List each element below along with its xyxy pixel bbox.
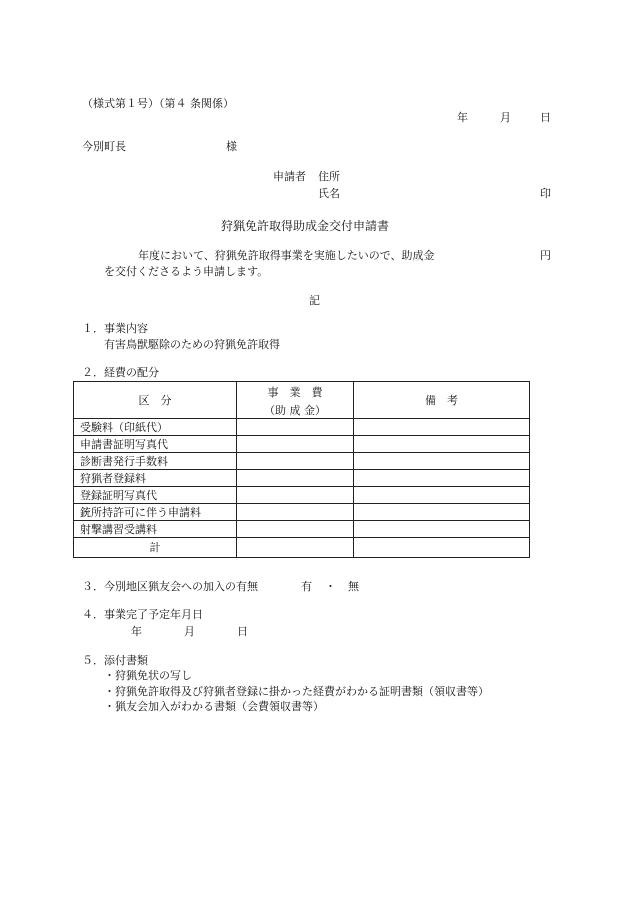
section-1-content: 有害鳥獣駆除のための狩猟免許取得 bbox=[104, 338, 280, 351]
page-title: 狩猟免許取得助成金交付申請書 bbox=[221, 219, 390, 233]
form-number: （様式第１号）（第４ 条関係） bbox=[82, 97, 234, 110]
row-cost-cell[interactable] bbox=[237, 436, 354, 453]
row-category: 狩猟者登録料 bbox=[74, 470, 237, 487]
header-category: 区 分 bbox=[74, 382, 237, 419]
completion-year-label: 年 bbox=[131, 625, 142, 638]
total-cost-cell[interactable] bbox=[237, 538, 354, 558]
row-cost-cell[interactable] bbox=[237, 419, 354, 436]
header-remarks: 備 考 bbox=[354, 382, 530, 419]
row-cost-cell[interactable] bbox=[237, 470, 354, 487]
table-row bbox=[74, 504, 530, 521]
row-remarks-cell[interactable] bbox=[354, 504, 530, 521]
header-cost-line-2: （助 成 金） bbox=[264, 404, 326, 417]
table-total-row bbox=[74, 538, 530, 558]
body-line-1: 年度において、狩猟免許取得事業を実施したいので、助成金 bbox=[138, 249, 435, 262]
section-4-heading: ４．事業完了予定年月日 bbox=[82, 608, 203, 621]
applicant-label: 申請者 bbox=[273, 170, 306, 183]
expense-table bbox=[73, 381, 530, 558]
address-label: 住所 bbox=[318, 170, 340, 183]
option-yes[interactable]: 有 bbox=[301, 580, 312, 593]
total-remarks-cell[interactable] bbox=[354, 538, 530, 558]
option-no[interactable]: 無 bbox=[348, 580, 359, 593]
table-row bbox=[74, 453, 530, 470]
header-cost bbox=[237, 382, 354, 419]
table-row bbox=[74, 521, 530, 538]
row-remarks-cell[interactable] bbox=[354, 453, 530, 470]
row-remarks-cell[interactable] bbox=[354, 419, 530, 436]
seal-mark: 印 bbox=[540, 187, 551, 200]
ki-marker: 記 bbox=[309, 294, 320, 307]
date-day-label: 日 bbox=[540, 111, 551, 124]
table-row bbox=[74, 470, 530, 487]
date-year-label: 年 bbox=[457, 111, 468, 124]
table-row bbox=[74, 436, 530, 453]
row-category: 受験料（印紙代） bbox=[74, 419, 237, 436]
row-cost-cell[interactable] bbox=[237, 453, 354, 470]
row-remarks-cell[interactable] bbox=[354, 521, 530, 538]
name-label: 氏名 bbox=[318, 187, 340, 200]
total-label: 計 bbox=[74, 538, 237, 558]
option-separator: ・ bbox=[325, 580, 336, 593]
attachment-item: ・狩猟免状の写し bbox=[104, 669, 192, 682]
row-remarks-cell[interactable] bbox=[354, 436, 530, 453]
completion-month-label: 月 bbox=[184, 625, 195, 638]
attachment-item: ・猟友会加入がわかる書類（会費領収書等） bbox=[104, 700, 324, 713]
date-month-label: 月 bbox=[500, 111, 511, 124]
completion-day-label: 日 bbox=[237, 625, 248, 638]
table-row bbox=[74, 487, 530, 504]
row-category: 射撃講習受講料 bbox=[74, 521, 237, 538]
header-cost-line-1: 事 業 費 bbox=[267, 386, 323, 399]
body-line-2: を交付くださるよう申請します。 bbox=[104, 265, 269, 278]
section-5-heading: ５．添付書類 bbox=[82, 654, 148, 667]
section-3-heading: ３．今別地区猟友会への加入の有無 bbox=[82, 580, 258, 593]
table-row bbox=[74, 419, 530, 436]
section-2-heading: ２．経費の配分 bbox=[82, 366, 159, 379]
attachment-item: ・狩猟免許取得及び狩猟者登録に掛かった経費がわかる証明書類（領収書等） bbox=[104, 685, 489, 698]
row-remarks-cell[interactable] bbox=[354, 487, 530, 504]
row-cost-cell[interactable] bbox=[237, 521, 354, 538]
row-category: 診断書発行手数料 bbox=[74, 453, 237, 470]
table-header-row bbox=[74, 382, 530, 419]
yen-label: 円 bbox=[540, 249, 551, 262]
row-category: 登録証明写真代 bbox=[74, 487, 237, 504]
honorific: 様 bbox=[226, 140, 237, 153]
row-cost-cell[interactable] bbox=[237, 504, 354, 521]
row-category: 申請書証明写真代 bbox=[74, 436, 237, 453]
row-remarks-cell[interactable] bbox=[354, 470, 530, 487]
row-cost-cell[interactable] bbox=[237, 487, 354, 504]
addressee: 今別町長 bbox=[82, 140, 126, 153]
section-1-heading: １．事業内容 bbox=[82, 322, 148, 335]
row-category: 銃所持許可に伴う申請料 bbox=[74, 504, 237, 521]
